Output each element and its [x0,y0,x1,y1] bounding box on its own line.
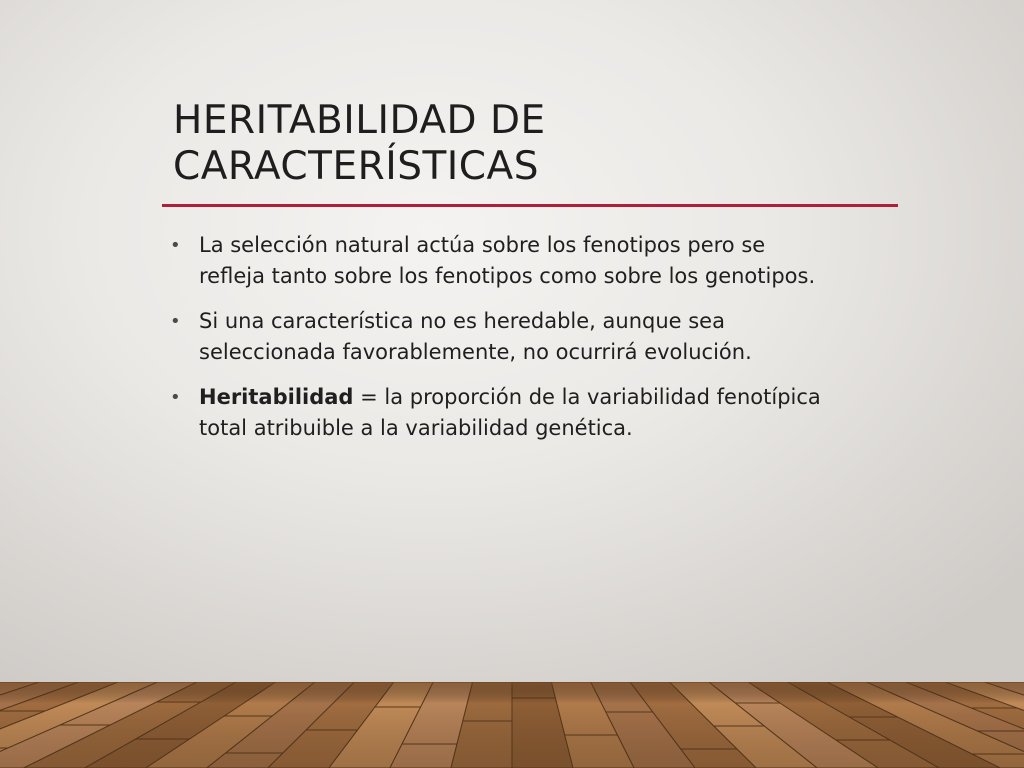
wood-floor-decoration [0,682,1024,768]
bullet-dot-icon: • [170,235,181,256]
bullet-3-line-2: total atribuible a la variabilidad genética. [199,416,633,440]
heritability-term: Heritabilidad [199,385,354,409]
bullet-1-line-1: La selección natural actúa sobre los fenotipos pero se [199,233,766,257]
bullet-item-1 [170,230,890,292]
bullet-list [170,230,890,458]
title-line-2: CARACTERÍSTICAS [173,144,539,189]
heritability-definition-start: = la proporción de la variabilidad fenotípica [353,385,821,409]
wood-planks-graphic [0,682,1024,768]
slide-title [173,98,893,190]
bullet-2-line-1: Si una característica no es heredable, aunque sea [199,309,725,333]
bullet-item-2 [170,306,890,368]
bullet-3-line-1 [199,382,890,413]
title-line-1: HERITABILIDAD DE [173,98,546,143]
bullet-1-line-2: refleja tanto sobre los fenotipos como sobre los genotipos. [199,264,816,288]
bullet-dot-icon: • [170,311,181,332]
bullet-dot-icon: • [170,387,181,408]
bullet-item-3 [170,382,890,444]
bullet-2-line-2: seleccionada favorablemente, no ocurrirá evolución. [199,340,752,364]
title-divider [162,204,898,207]
